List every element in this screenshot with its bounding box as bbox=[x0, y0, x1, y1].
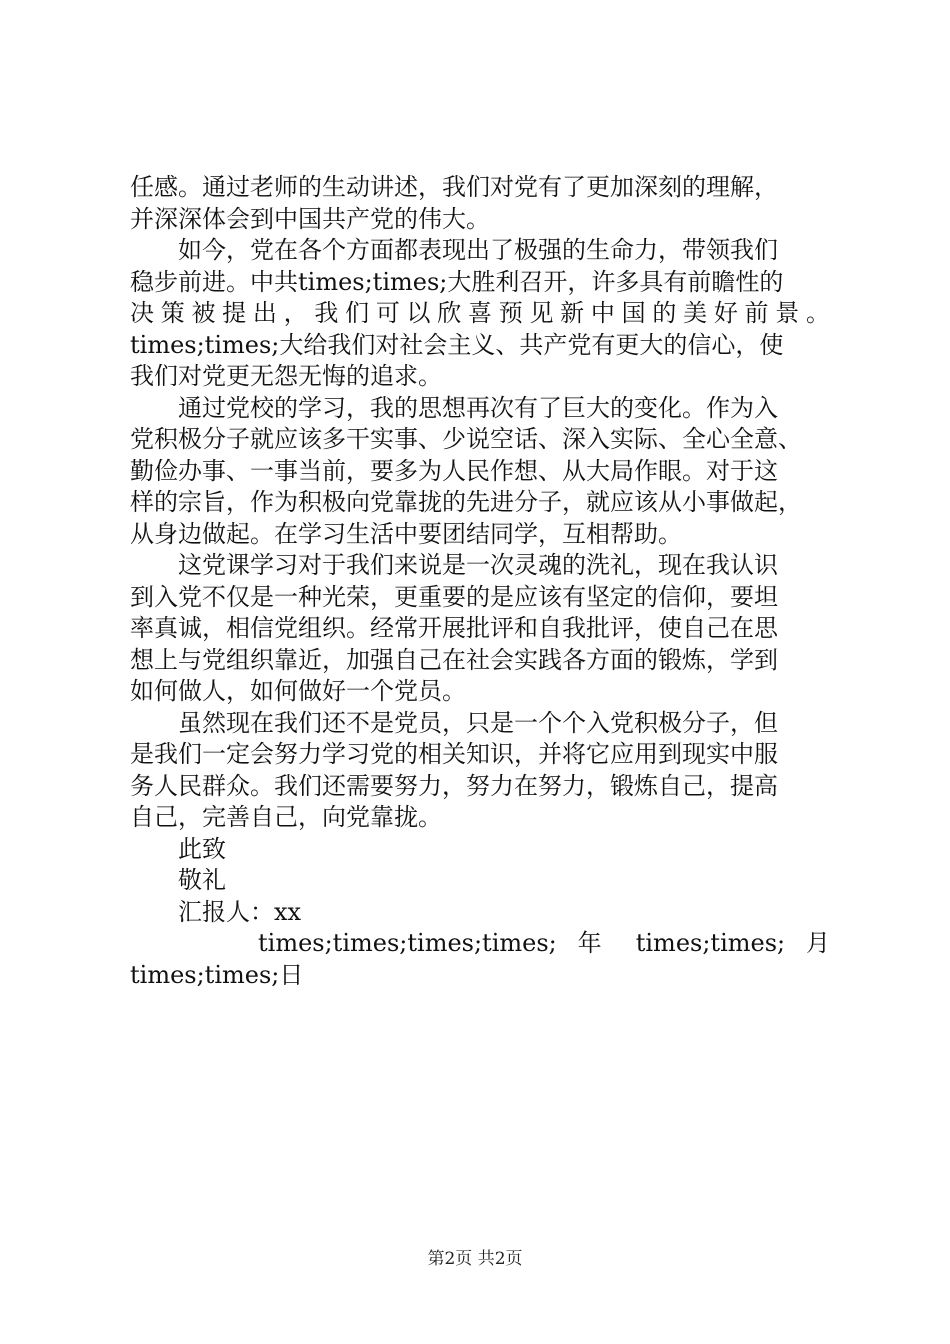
body-line-15: 率真诚，相信党组织。经常开展批评和自我批评，使自己在思 bbox=[130, 614, 778, 642]
reporter-signature: 汇报人：xx bbox=[178, 897, 302, 926]
body-line-17: 如何做人，如何做好一个党员。 bbox=[130, 677, 466, 705]
report-date-line-2: times;times;日 bbox=[130, 960, 304, 989]
body-line-20: 务人民群众。我们还需要努力，努力在努力，锻炼自己，提高 bbox=[130, 771, 778, 800]
body-line-7: 我们对党更无怨无悔的追求。 bbox=[130, 362, 442, 390]
body-line-13: 这党课学习对于我们来说是一次灵魂的洗礼，现在我认识 bbox=[178, 551, 778, 579]
body-line-18: 虽然现在我们还不是党员，只是一个个入党积极分子，但 bbox=[178, 708, 778, 737]
body-line-1: 任感。通过老师的生动讲述，我们对党有了更加深刻的理解， bbox=[130, 173, 778, 201]
body-line-4: 稳步前进。中共times;times;大胜利召开，许多具有前瞻性的 bbox=[130, 267, 784, 296]
body-line-8: 通过党校的学习，我的思想再次有了巨大的变化。作为入 bbox=[178, 393, 778, 422]
report-date-line-1: times;times;times;times; 年 times;times; 月 bbox=[258, 929, 830, 957]
body-line-6: times;times;大给我们对社会主义、共产党有更大的信心，使 bbox=[130, 330, 784, 359]
body-line-5: 决策被提出，我们可以欣喜预见新中国的美好前景。 bbox=[130, 299, 830, 327]
body-line-19: 是我们一定会努力学习党的相关知识，并将它应用到现实中服 bbox=[130, 740, 778, 768]
closing-salutation: 此致 bbox=[178, 834, 226, 863]
page-number-footer: 第2页 共2页 bbox=[427, 1249, 523, 1269]
body-line-11: 样的宗旨，作为积极向党靠拢的先进分子，就应该从小事做起， bbox=[130, 488, 802, 516]
body-line-21: 自己，完善自己，向党靠拢。 bbox=[130, 803, 442, 831]
body-line-10: 勤俭办事、一事当前，要多为人民作想、从大局作眼。对于这 bbox=[130, 456, 778, 485]
document-body bbox=[130, 172, 830, 991]
body-line-9: 党积极分子就应该多干实事、少说空话、深入实际、全心全意、 bbox=[130, 425, 802, 453]
body-line-16: 想上与党组织靠近，加强自己在社会实践各方面的锻炼，学到 bbox=[130, 645, 778, 674]
body-line-12: 从身边做起。在学习生活中要团结同学，互相帮助。 bbox=[130, 519, 682, 548]
body-line-14: 到入党不仅是一种光荣，更重要的是应该有坚定的信仰，要坦 bbox=[130, 582, 778, 611]
body-line-2: 并深深体会到中国共产党的伟大。 bbox=[130, 204, 490, 233]
closing-regards: 敬礼 bbox=[178, 866, 226, 894]
body-line-3: 如今，党在各个方面都表现出了极强的生命力，带领我们 bbox=[178, 236, 778, 264]
